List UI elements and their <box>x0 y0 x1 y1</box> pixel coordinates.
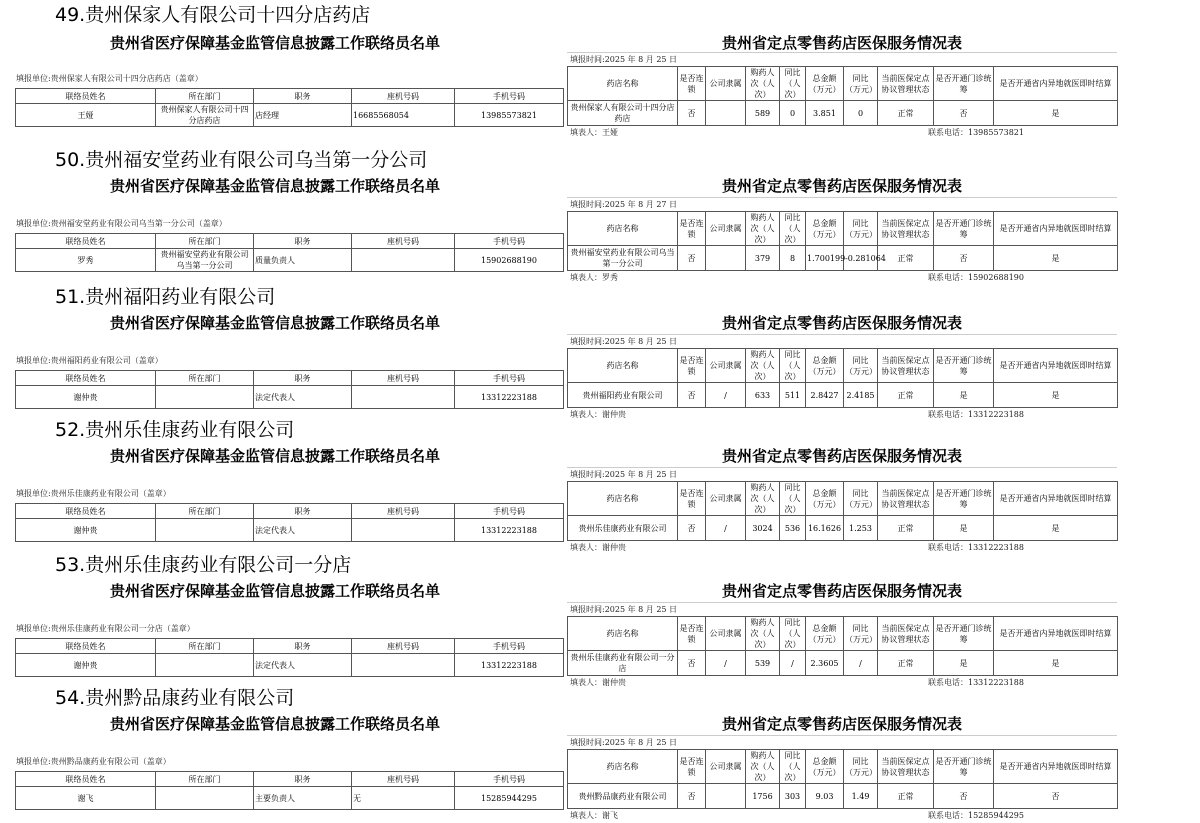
service-data-cell: 3024 <box>746 516 780 541</box>
service-header-cell: 是否开通门诊统筹 <box>934 212 994 246</box>
liaison-data-cell <box>156 386 254 409</box>
section-49 <box>0 0 1200 140</box>
service-header-cell: 是否开通门诊统筹 <box>934 482 994 516</box>
filler-label: 填表人：谢仲贵 <box>570 410 626 419</box>
filler-label: 填表人：谢仲贵 <box>570 678 626 687</box>
service-data-cell: -0.281064 <box>844 246 878 271</box>
service-data-cell: 否 <box>934 246 994 271</box>
liaison-data-cell: 王娅 <box>16 104 156 127</box>
service-data-cell: 否 <box>994 784 1118 809</box>
service-header-cell: 药店名称 <box>568 617 678 651</box>
service-data-cell: 否 <box>678 651 706 676</box>
service-data-cell: 2.8427 <box>806 383 844 408</box>
service-data-cell: 贵州乐佳康药业有限公司一分店 <box>568 651 678 676</box>
liaison-header-row <box>16 504 564 519</box>
section-title: 51.贵州福阳药业有限公司 <box>55 286 276 308</box>
section-53 <box>0 550 1200 690</box>
service-data-cell: 是 <box>994 651 1118 676</box>
service-data-cell: 贵州保家人有限公司十四分店药店 <box>568 101 678 126</box>
liaison-data-row <box>16 787 564 810</box>
service-data-cell: 539 <box>746 651 780 676</box>
liaison-header-cell: 手机号码 <box>455 772 564 787</box>
liaison-data-cell: 谢仲贵 <box>16 519 156 542</box>
filler-label: 填表人：王娅 <box>570 128 618 137</box>
service-data-cell <box>706 784 746 809</box>
liaison-header-cell: 职务 <box>254 371 352 386</box>
liaison-data-cell: 无 <box>352 787 455 810</box>
liaison-header-cell: 座机号码 <box>352 504 455 519</box>
contact-phone-label: 联系电话：13312223188 <box>928 678 1024 687</box>
service-data-cell: / <box>706 516 746 541</box>
fill-date-label: 填报时间:2025 年 8 月 25 日 <box>570 738 678 747</box>
liaison-header-cell: 手机号码 <box>455 504 564 519</box>
liaison-header-cell: 座机号码 <box>352 371 455 386</box>
service-data-cell: / <box>844 651 878 676</box>
service-header-cell: 药店名称 <box>568 750 678 784</box>
section-50 <box>0 145 1200 285</box>
liaison-data-cell: 质量负责人 <box>254 249 352 272</box>
contact-phone-label: 联系电话：15285944295 <box>928 811 1024 820</box>
liaison-data-cell: 13985573821 <box>455 104 564 127</box>
service-header-cell: 同比（万元） <box>844 617 878 651</box>
service-header-cell: 当前医保定点协议管理状态 <box>878 67 934 101</box>
service-data-cell: 正常 <box>878 516 934 541</box>
liaison-header-cell: 联络员姓名 <box>16 639 156 654</box>
service-header-cell: 是否开通省内异地就医即时结算 <box>994 617 1118 651</box>
liaison-header-cell: 联络员姓名 <box>16 772 156 787</box>
service-header-cell: 是否开通门诊统筹 <box>934 617 994 651</box>
service-data-cell <box>706 246 746 271</box>
service-header-cell: 公司隶属 <box>706 482 746 516</box>
liaison-list-title: 贵州省医疗保障基金监管信息披露工作联络员名单 <box>110 447 441 465</box>
liaison-data-row <box>16 654 564 677</box>
service-table-title: 贵州省定点零售药店医保服务情况表 <box>722 314 963 332</box>
service-data-row <box>568 101 1118 126</box>
top-rule <box>567 52 1117 53</box>
service-header-cell: 同比（人次） <box>780 212 806 246</box>
service-header-cell: 是否开通省内异地就医即时结算 <box>994 750 1118 784</box>
liaison-header-cell: 所在部门 <box>156 504 254 519</box>
service-data-row <box>568 651 1118 676</box>
liaison-data-cell: 13312223188 <box>455 654 564 677</box>
service-data-cell: 是 <box>934 651 994 676</box>
service-header-cell: 总金额（万元） <box>806 750 844 784</box>
liaison-header-row <box>16 371 564 386</box>
liaison-header-cell: 手机号码 <box>455 89 564 104</box>
service-header-row <box>568 750 1118 784</box>
service-header-cell: 总金额（万元） <box>806 617 844 651</box>
service-header-cell: 同比 （万元） <box>844 349 878 383</box>
service-header-cell: 同比（人次） <box>780 482 806 516</box>
section-51 <box>0 282 1200 422</box>
service-header-cell: 是否连锁 <box>678 617 706 651</box>
service-header-cell: 当前医保定点协议管理状态 <box>878 617 934 651</box>
service-data-row <box>568 784 1118 809</box>
service-header-cell: 药店名称 <box>568 482 678 516</box>
service-data-cell: 303 <box>780 784 806 809</box>
service-header-cell: 当前医保定点协议管理状态 <box>878 212 934 246</box>
service-table-title: 贵州省定点零售药店医保服务情况表 <box>722 715 963 733</box>
service-header-cell: 当前医保定点协议管理状态 <box>878 750 934 784</box>
service-header-cell: 总金额（万元） <box>806 67 844 101</box>
liaison-header-row <box>16 89 564 104</box>
service-table-title: 贵州省定点零售药店医保服务情况表 <box>722 447 963 465</box>
service-table <box>567 66 1118 126</box>
liaison-data-cell: 15902688190 <box>455 249 564 272</box>
section-title: 54.贵州黔品康药业有限公司 <box>55 687 295 709</box>
service-data-cell: 是 <box>994 516 1118 541</box>
service-header-cell: 同比（万元） <box>844 212 878 246</box>
section-54 <box>0 683 1200 823</box>
service-header-cell: 同比（人次） <box>780 617 806 651</box>
service-header-cell: 公司隶属 <box>706 750 746 784</box>
liaison-header-cell: 所在部门 <box>156 772 254 787</box>
service-header-cell: 公司隶属 <box>706 349 746 383</box>
service-data-cell: 否 <box>934 101 994 126</box>
contact-phone-label: 联系电话：15902688190 <box>928 273 1024 282</box>
service-table <box>567 348 1118 408</box>
service-data-cell: 贵州福阳药业有限公司 <box>568 383 678 408</box>
service-data-cell: 589 <box>746 101 780 126</box>
section-52 <box>0 415 1200 555</box>
service-header-cell: 购药人次（人次） <box>746 750 780 784</box>
fill-date-label: 填报时间:2025 年 8 月 25 日 <box>570 605 678 614</box>
fill-date-label: 填报时间:2025 年 8 月 27 日 <box>570 200 678 209</box>
service-header-cell: 同比（人次） <box>780 67 806 101</box>
section-title: 49.贵州保家人有限公司十四分店药店 <box>55 4 371 26</box>
filler-label: 填表人：谢飞 <box>570 811 618 820</box>
liaison-table <box>15 88 564 127</box>
liaison-data-cell <box>352 654 455 677</box>
service-header-cell: 同比（万元） <box>844 750 878 784</box>
liaison-header-cell: 座机号码 <box>352 89 455 104</box>
service-data-cell: 否 <box>678 516 706 541</box>
service-header-cell: 总金额（万元） <box>806 212 844 246</box>
service-header-cell: 购药人次（人次） <box>746 482 780 516</box>
liaison-table <box>15 233 564 272</box>
top-rule <box>567 602 1117 603</box>
top-rule <box>567 197 1117 198</box>
service-data-cell: 2.4185 <box>844 383 878 408</box>
service-data-cell: 贵州黔品康药业有限公司 <box>568 784 678 809</box>
service-data-cell: 8 <box>780 246 806 271</box>
top-rule <box>567 735 1117 736</box>
liaison-list-title: 贵州省医疗保障基金监管信息披露工作联络员名单 <box>110 34 441 52</box>
liaison-header-cell: 所在部门 <box>156 234 254 249</box>
top-rule <box>567 467 1117 468</box>
fill-unit-label: 填报单位:贵州福安堂药业有限公司乌当第一分公司（盖章） <box>16 219 227 228</box>
liaison-header-cell: 联络员姓名 <box>16 89 156 104</box>
liaison-table <box>15 638 564 677</box>
fill-unit-label: 填报单位:贵州乐佳康药业有限公司一分店（盖章） <box>16 624 195 633</box>
contact-phone-label: 联系电话：13985573821 <box>928 128 1024 137</box>
service-header-cell: 是否开通门诊统筹 <box>934 67 994 101</box>
service-table-title: 贵州省定点零售药店医保服务情况表 <box>722 582 963 600</box>
liaison-list-title: 贵州省医疗保障基金监管信息披露工作联络员名单 <box>110 177 441 195</box>
filler-label: 填表人：罗秀 <box>570 273 618 282</box>
fill-date-label: 填报时间:2025 年 8 月 25 日 <box>570 470 678 479</box>
service-table <box>567 749 1118 809</box>
filler-label: 填表人：谢仲贵 <box>570 543 626 552</box>
service-header-cell: 是否连锁 <box>678 67 706 101</box>
service-data-cell: 否 <box>678 784 706 809</box>
service-table-title: 贵州省定点零售药店医保服务情况表 <box>722 177 963 195</box>
liaison-data-cell <box>156 787 254 810</box>
service-header-cell: 同比（万元） <box>844 67 878 101</box>
liaison-header-cell: 手机号码 <box>455 639 564 654</box>
service-data-cell: 否 <box>678 246 706 271</box>
service-header-cell: 公司隶属 <box>706 67 746 101</box>
liaison-header-row <box>16 772 564 787</box>
service-data-cell: 0 <box>844 101 878 126</box>
service-data-row <box>568 246 1118 271</box>
liaison-data-cell: 店经理 <box>254 104 352 127</box>
fill-unit-label: 填报单位:贵州福阳药业有限公司（盖章） <box>16 356 163 365</box>
liaison-data-cell: 13312223188 <box>455 519 564 542</box>
liaison-table <box>15 370 564 409</box>
liaison-header-cell: 座机号码 <box>352 234 455 249</box>
liaison-data-cell: 罗秀 <box>16 249 156 272</box>
service-header-cell: 总金额（万元） <box>806 482 844 516</box>
service-header-cell: 当前医保定点协议管理状态 <box>878 349 934 383</box>
service-header-cell: 购药人次（人次） <box>746 349 780 383</box>
service-data-cell: 否 <box>678 101 706 126</box>
contact-phone-label: 联系电话：13312223188 <box>928 410 1024 419</box>
service-header-cell: 是否开通门诊统筹 <box>934 349 994 383</box>
service-data-cell: / <box>780 651 806 676</box>
service-header-cell: 同比（人次） <box>780 750 806 784</box>
service-data-cell: 1.700199 <box>806 246 844 271</box>
service-data-cell: 正常 <box>878 651 934 676</box>
liaison-data-cell: 贵州福安堂药业有限公司乌当第一分公司 <box>156 249 254 272</box>
liaison-header-row <box>16 639 564 654</box>
service-header-cell: 公司隶属 <box>706 212 746 246</box>
service-data-cell: 贵州福安堂药业有限公司乌当第一分公司 <box>568 246 678 271</box>
liaison-header-cell: 座机号码 <box>352 639 455 654</box>
service-data-cell: 511 <box>780 383 806 408</box>
service-header-row <box>568 212 1118 246</box>
service-data-cell: 否 <box>934 784 994 809</box>
service-data-cell: 正常 <box>878 784 934 809</box>
service-data-cell: / <box>706 383 746 408</box>
fill-date-label: 填报时间:2025 年 8 月 25 日 <box>570 55 678 64</box>
service-header-cell: 药店名称 <box>568 212 678 246</box>
service-data-cell: 正常 <box>878 101 934 126</box>
liaison-data-cell: 法定代表人 <box>254 386 352 409</box>
fill-unit-label: 填报单位:贵州黔品康药业有限公司（盖章） <box>16 757 171 766</box>
service-data-cell: 是 <box>994 101 1118 126</box>
service-header-cell: 购药人次（人次） <box>746 67 780 101</box>
service-header-row <box>568 617 1118 651</box>
liaison-header-cell: 手机号码 <box>455 234 564 249</box>
section-title: 53.贵州乐佳康药业有限公司一分店 <box>55 554 352 576</box>
service-header-cell: 药店名称 <box>568 349 678 383</box>
service-data-cell: / <box>706 651 746 676</box>
liaison-data-row <box>16 104 564 127</box>
liaison-data-cell <box>352 386 455 409</box>
liaison-data-cell: 谢仲贵 <box>16 654 156 677</box>
service-header-cell: 是否开通省内异地就医即时结算 <box>994 349 1118 383</box>
liaison-header-row <box>16 234 564 249</box>
liaison-list-title: 贵州省医疗保障基金监管信息披露工作联络员名单 <box>110 582 441 600</box>
liaison-header-cell: 手机号码 <box>455 371 564 386</box>
service-header-cell: 总金额（万元） <box>806 349 844 383</box>
service-table-title: 贵州省定点零售药店医保服务情况表 <box>722 34 963 52</box>
liaison-header-cell: 联络员姓名 <box>16 504 156 519</box>
liaison-header-cell: 所在部门 <box>156 371 254 386</box>
liaison-data-cell: 法定代表人 <box>254 519 352 542</box>
service-header-cell: 是否连锁 <box>678 349 706 383</box>
service-header-cell: 当前医保定点协议管理状态 <box>878 482 934 516</box>
liaison-data-cell <box>352 519 455 542</box>
liaison-header-cell: 职务 <box>254 234 352 249</box>
service-data-cell: 0 <box>780 101 806 126</box>
liaison-data-cell: 谢仲贵 <box>16 386 156 409</box>
service-data-cell: 536 <box>780 516 806 541</box>
service-data-cell: 2.3605 <box>806 651 844 676</box>
liaison-data-cell: 主要负责人 <box>254 787 352 810</box>
service-header-row <box>568 482 1118 516</box>
section-title: 50.贵州福安堂药业有限公司乌当第一分公司 <box>55 149 428 171</box>
liaison-data-cell: 15285944295 <box>455 787 564 810</box>
liaison-data-cell <box>156 519 254 542</box>
liaison-header-cell: 所在部门 <box>156 89 254 104</box>
service-data-cell: 379 <box>746 246 780 271</box>
service-header-cell: 购药人次（人次） <box>746 212 780 246</box>
service-data-cell: 1.253 <box>844 516 878 541</box>
service-data-cell: 正常 <box>878 383 934 408</box>
service-table <box>567 481 1118 541</box>
liaison-table <box>15 503 564 542</box>
liaison-header-cell: 职务 <box>254 639 352 654</box>
service-data-cell: 9.03 <box>806 784 844 809</box>
service-data-cell: 是 <box>994 246 1118 271</box>
service-header-cell: 同比（人次） <box>780 349 806 383</box>
service-header-cell: 是否开通省内异地就医即时结算 <box>994 482 1118 516</box>
liaison-table <box>15 771 564 810</box>
service-header-cell: 是否开通省内异地就医即时结算 <box>994 212 1118 246</box>
service-data-cell: 是 <box>934 516 994 541</box>
liaison-header-cell: 职务 <box>254 89 352 104</box>
service-header-cell: 是否开通门诊统筹 <box>934 750 994 784</box>
service-data-cell: 贵州乐佳康药业有限公司 <box>568 516 678 541</box>
section-title: 52.贵州乐佳康药业有限公司 <box>55 419 295 441</box>
service-data-cell: 633 <box>746 383 780 408</box>
service-data-cell: 是 <box>994 383 1118 408</box>
fill-unit-label: 填报单位:贵州保家人有限公司十四分店药店（盖章） <box>16 74 203 83</box>
service-data-row <box>568 383 1118 408</box>
service-data-row <box>568 516 1118 541</box>
service-header-cell: 购药人次（人次） <box>746 617 780 651</box>
service-table <box>567 211 1118 271</box>
service-header-cell: 药店名称 <box>568 67 678 101</box>
service-header-row <box>568 349 1118 383</box>
liaison-data-cell: 法定代表人 <box>254 654 352 677</box>
liaison-header-cell: 职务 <box>254 504 352 519</box>
service-data-cell: 16.1626 <box>806 516 844 541</box>
fill-unit-label: 填报单位:贵州乐佳康药业有限公司（盖章） <box>16 489 171 498</box>
service-header-row <box>568 67 1118 101</box>
liaison-data-row <box>16 519 564 542</box>
liaison-list-title: 贵州省医疗保障基金监管信息披露工作联络员名单 <box>110 715 441 733</box>
liaison-header-cell: 所在部门 <box>156 639 254 654</box>
liaison-header-cell: 职务 <box>254 772 352 787</box>
liaison-data-cell <box>352 249 455 272</box>
service-data-cell: 否 <box>678 383 706 408</box>
service-data-cell: 1756 <box>746 784 780 809</box>
liaison-header-cell: 联络员姓名 <box>16 371 156 386</box>
service-header-cell: 是否连锁 <box>678 750 706 784</box>
service-header-cell: 同比 （万元） <box>844 482 878 516</box>
service-data-cell: 1.49 <box>844 784 878 809</box>
liaison-data-cell: 13312223188 <box>455 386 564 409</box>
liaison-data-row <box>16 249 564 272</box>
fill-date-label: 填报时间:2025 年 8 月 25 日 <box>570 337 678 346</box>
top-rule <box>567 334 1117 335</box>
liaison-header-cell: 联络员姓名 <box>16 234 156 249</box>
service-data-cell <box>706 101 746 126</box>
liaison-data-cell: 16685568054 <box>352 104 455 127</box>
liaison-data-cell: 贵州保家人有限公司十四分店药店 <box>156 104 254 127</box>
liaison-data-cell <box>156 654 254 677</box>
liaison-data-cell: 谢飞 <box>16 787 156 810</box>
service-table <box>567 616 1118 676</box>
service-header-cell: 公司隶属 <box>706 617 746 651</box>
liaison-header-cell: 座机号码 <box>352 772 455 787</box>
service-header-cell: 是否开通省内异地就医即时结算 <box>994 67 1118 101</box>
service-data-cell: 3.851 <box>806 101 844 126</box>
contact-phone-label: 联系电话：13312223188 <box>928 543 1024 552</box>
service-header-cell: 是否连锁 <box>678 482 706 516</box>
service-data-cell: 正常 <box>878 246 934 271</box>
liaison-data-row <box>16 386 564 409</box>
service-header-cell: 是否连锁 <box>678 212 706 246</box>
service-data-cell: 是 <box>934 383 994 408</box>
liaison-list-title: 贵州省医疗保障基金监管信息披露工作联络员名单 <box>110 314 441 332</box>
